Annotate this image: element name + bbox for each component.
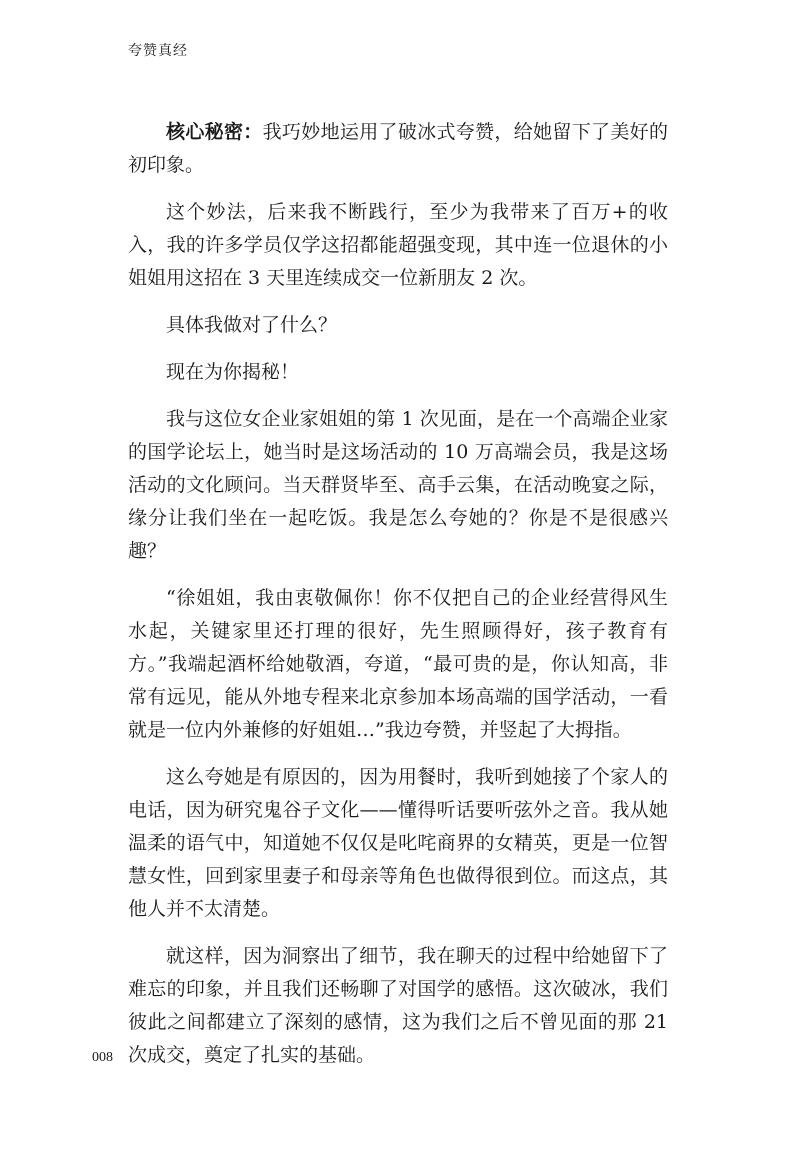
body-text	[128, 116, 668, 1086]
core-secret-label: 核心秘密：	[166, 121, 263, 143]
paragraph-5: 我与这位女企业家姐姐的第 1 次见面，是在一个高端企业家的国学论坛上，她当时是这场活动的 10 万高端会员，我是这场活动的文化顾问。当天群贤毕至、高手云集，在活动晚宴之际，缘分让我们坐在一起吃饭。我是怎么夸她的？你是不是很感兴趣？	[128, 408, 668, 562]
page-number: 008	[92, 1050, 113, 1065]
paragraph-7: 这么夸她是有原因的，因为用餐时，我听到她接了个家人的电话，因为研究鬼谷子文化——懂得听话要听弦外之音。我从她温柔的语气中，知道她不仅仅是叱咤商界的女精英，更是一位智慧女性，回到家里妻子和母亲等角色也做得很到位。而这点，其他人并不太清楚。	[128, 766, 668, 920]
running-title: 夸赞真经	[128, 43, 188, 59]
paragraph-4: 现在为你揭秘！	[166, 361, 300, 383]
paragraph-3: 具体我做对了什么？	[166, 314, 338, 336]
paragraph-core-secret	[128, 116, 668, 182]
paragraph-8: 就这样，因为洞察出了细节，我在聊天的过程中给她留下了难忘的印象，并且我们还畅聊了对国学的感悟。这次破冰，我们彼此之间都建立了深刻的感情，这为我们之后不曾见面的那 21 次成交，奠定了扎实的基础。	[128, 945, 668, 1066]
core-secret-text: 我巧妙地运用了破冰式夸赞，给她留下了美好的初印象。	[128, 121, 668, 176]
paragraph-6: “徐姐姐，我由衷敬佩你！你不仅把自己的企业经营得风生水起，关键家里还打理的很好，先生照顾得好，孩子教育有方。”我端起酒杯给她敬酒，夸道，“最可贵的是，你认知高，非常有远见，能从外地专程来北京参加本场高端的国学活动，一看就是一位内外兼修的好姐姐…”我边夸赞，并竖起了大拇指。	[128, 587, 668, 741]
paragraph-2: 这个妙法，后来我不断践行，至少为我带来了百万+的收入，我的许多学员仅学这招都能超强变现，其中连一位退休的小姐姐用这招在 3 天里连续成交一位新朋友 2 次。	[128, 201, 668, 289]
